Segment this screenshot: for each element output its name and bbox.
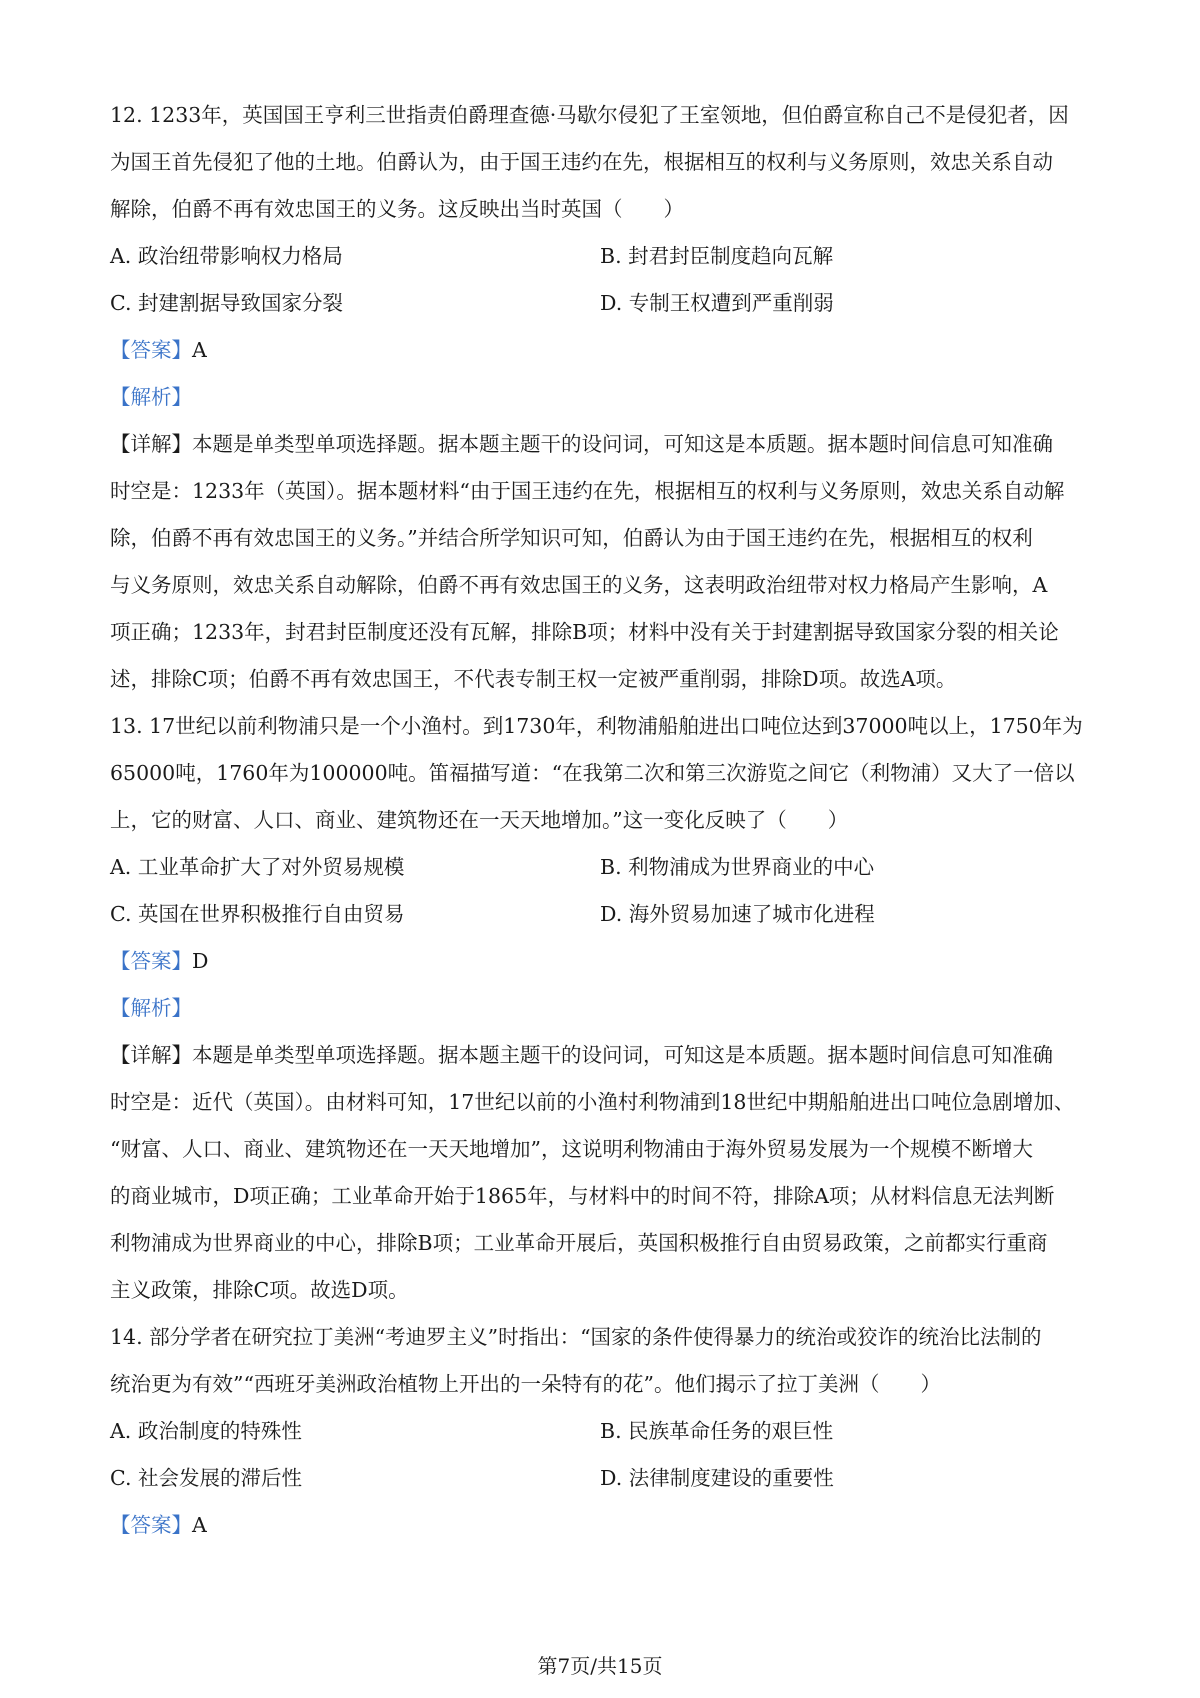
- option-c: C. 封建割据导致国家分裂: [110, 291, 343, 315]
- option-a: A. 工业革命扩大了对外贸易规模: [110, 855, 405, 879]
- detail-line: “财富、人口、商业、建筑物还在一天天地增加”，这说明利物浦由于海外贸易发展为一个规模不断增大: [110, 1137, 1033, 1161]
- answer-line: [110, 1502, 1100, 1549]
- detail-line: 述，排除C项；伯爵不再有效忠国王，不代表专制王权一定被严重削弱，排除D项。故选A项。: [110, 667, 957, 691]
- detail-line: 时空是：近代（英国）。由材料可知，17世纪以前的小渔村利物浦到18世纪中期船舶进出口吨位急剧增加、: [110, 1090, 1075, 1114]
- question-stem-line: 解除，伯爵不再有效忠国王的义务。这反映出当时英国（ ）: [110, 197, 684, 221]
- detail-tag: 【详解】: [110, 432, 192, 456]
- detail-line: 的商业城市，D项正确；工业革命开始于1865年，与材料中的时间不符，排除A项；从材料信息无法判断: [110, 1184, 1055, 1208]
- question-13: [110, 703, 1100, 1314]
- option-a: A. 政治纽带影响权力格局: [110, 244, 343, 268]
- detail-line: 与义务原则，效忠关系自动解除，伯爵不再有效忠国王的义务，这表明政治纽带对权力格局产生影响，A: [110, 573, 1048, 597]
- answer-tag: 【答案】: [110, 949, 192, 973]
- detail-text: 本题是单类型单项选择题。据本题主题干的设问词，可知这是本质题。据本题时间信息可知准确: [192, 432, 1053, 456]
- option-d: D. 法律制度建设的重要性: [600, 1466, 834, 1490]
- option-c: C. 英国在世界积极推行自由贸易: [110, 902, 405, 926]
- detail-line: 项正确；1233年，封君封臣制度还没有瓦解，排除B项；材料中没有关于封建割据导致国家分裂的相关论: [110, 620, 1059, 644]
- answer-line: [110, 938, 1100, 985]
- detail-line: 除，伯爵不再有效忠国王的义务。”并结合所学知识可知，伯爵认为由于国王违约在先，根据相互的权利: [110, 526, 1033, 550]
- option-b: B. 封君封臣制度趋向瓦解: [600, 244, 834, 268]
- option-a: A. 政治制度的特殊性: [110, 1419, 302, 1443]
- question-stem-line: 统治更为有效”“西班牙美洲政治植物上开出的一朵特有的花”。他们揭示了拉丁美洲（ ）: [110, 1372, 941, 1396]
- option-b: B. 民族革命任务的艰巨性: [600, 1419, 834, 1443]
- option-c: C. 社会发展的滞后性: [110, 1466, 302, 1490]
- detail-tag: 【详解】: [110, 1043, 192, 1067]
- analysis-line: [110, 985, 1100, 1032]
- answer-value: D: [192, 949, 209, 973]
- option-d: D. 专制王权遭到严重削弱: [600, 291, 834, 315]
- question-14: [110, 1314, 1100, 1549]
- answer-tag: 【答案】: [110, 1513, 192, 1537]
- question-stem-line: 65000吨，1760年为100000吨。笛福描写道：“在我第二次和第三次游览之间它（利物浦）又大了一倍以: [110, 761, 1075, 785]
- answer-line: [110, 327, 1100, 374]
- answer-value: A: [192, 338, 207, 362]
- analysis-tag: 【解析】: [110, 996, 192, 1020]
- question-stem-line: 为国王首先侵犯了他的土地。伯爵认为，由于国王违约在先，根据相互的权利与义务原则，效忠关系自动: [110, 150, 1053, 174]
- options-row: [110, 280, 1100, 327]
- analysis-tag: 【解析】: [110, 385, 192, 409]
- detail-line: 主义政策，排除C项。故选D项。: [110, 1278, 409, 1302]
- options-row: [110, 1408, 1100, 1455]
- detail-line: 时空是：1233年（英国）。据本题材料“由于国王违约在先，根据相互的权利与义务原则，效忠关系自动解: [110, 479, 1065, 503]
- analysis-line: [110, 374, 1100, 421]
- detail-text: 本题是单类型单项选择题。据本题主题干的设问词，可知这是本质题。据本题时间信息可知准确: [192, 1043, 1053, 1067]
- options-row: [110, 233, 1100, 280]
- detail-line: [110, 1032, 1100, 1079]
- detail-line: 利物浦成为世界商业的中心，排除B项；工业革命开展后，英国积极推行自由贸易政策，之前都实行重商: [110, 1231, 1048, 1255]
- question-stem-line: 12. 1233年，英国国王亨利三世指责伯爵理查德·马歇尔侵犯了王室领地，但伯爵宣称自己不是侵犯者，因: [110, 103, 1069, 127]
- question-stem-line: 13. 17世纪以前利物浦只是一个小渔村。到1730年，利物浦船舶进出口吨位达到37000吨以上，1750年为: [110, 714, 1083, 738]
- detail-line: [110, 421, 1100, 468]
- answer-tag: 【答案】: [110, 338, 192, 362]
- options-row: [110, 1455, 1100, 1502]
- page-content: [110, 92, 1100, 1549]
- option-b: B. 利物浦成为世界商业的中心: [600, 855, 875, 879]
- option-d: D. 海外贸易加速了城市化进程: [600, 902, 875, 926]
- page-number-footer: 第7页/共15页: [537, 1654, 663, 1678]
- question-stem-line: 上，它的财富、人口、商业、建筑物还在一天天地增加。”这一变化反映了（ ）: [110, 808, 849, 832]
- question-stem-line: 14. 部分学者在研究拉丁美洲“考迪罗主义”时指出：“国家的条件使得暴力的统治或狡诈的统治比法制的: [110, 1325, 1042, 1349]
- options-row: [110, 844, 1100, 891]
- options-row: [110, 891, 1100, 938]
- answer-value: A: [192, 1513, 207, 1537]
- question-12: [110, 92, 1100, 703]
